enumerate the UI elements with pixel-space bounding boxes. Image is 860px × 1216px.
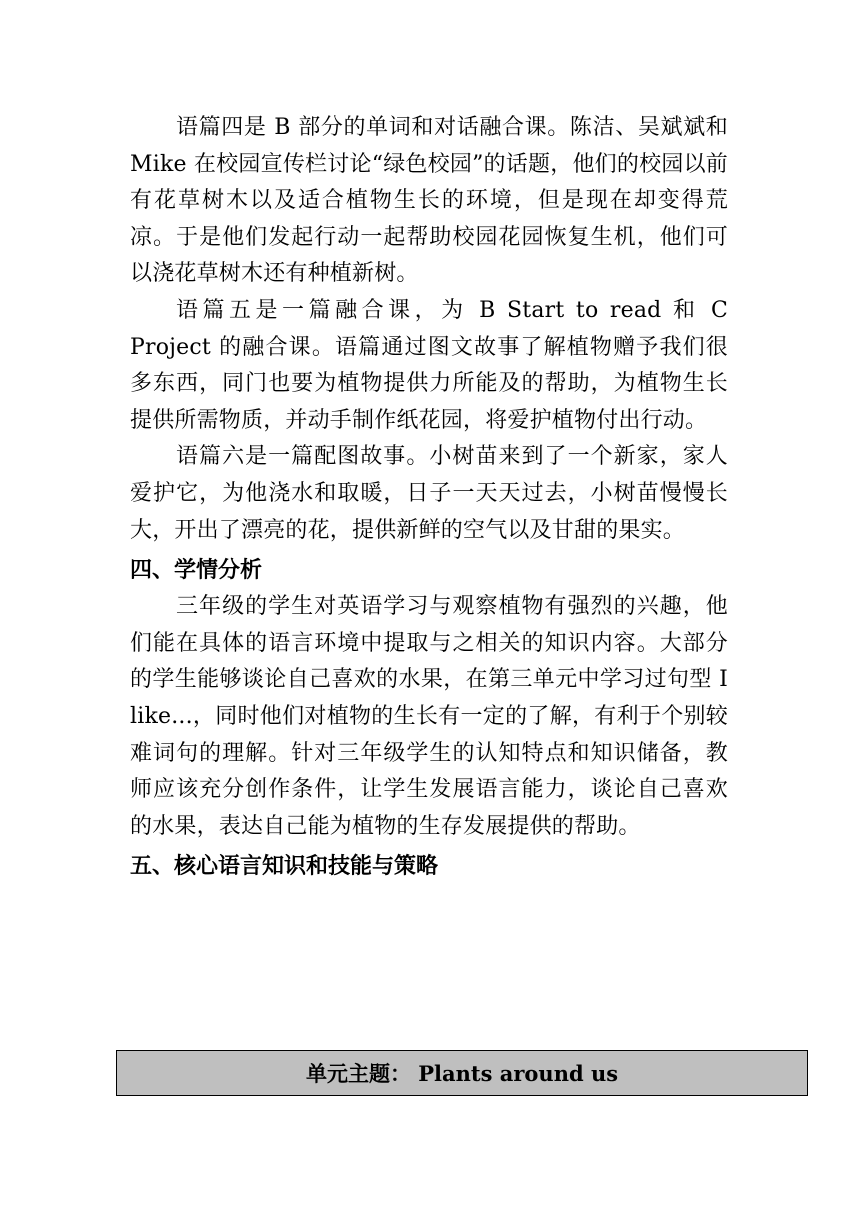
section-heading-student-analysis: 四、学情分析 <box>130 558 263 584</box>
paragraph-text-6: 语篇六是一篇配图故事。小树苗来到了一个新家，家人爱护它，为他浇水和取暖，日子一天天过去，小树苗慢慢长大，开出了漂亮的花，提供新鲜的空气以及甘甜的果实。 <box>130 444 728 543</box>
paragraph-student-analysis: 三年级的学生对英语学习与观察植物有强烈的兴趣，他们能在具体的语言环境中提取与之相关的知识内容。大部分的学生能够谈论自己喜欢的水果，在第三单元中学习过句型 I like...，同时他们对植物的生长有一定的了解，有利于个别较难词句的理解。针对三年级学生的认知特点和知识储备，教师应该充分创作条件，让学生发展语言能力，谈论自己喜欢的水果，表达自己能为植物的生存发展提供的帮助。 <box>130 594 728 839</box>
unit-theme-value: Plants around us <box>418 1061 619 1086</box>
unit-theme-cell <box>117 1051 808 1096</box>
section-heading-core-knowledge: 五、核心语言知识和技能与策略 <box>130 854 439 880</box>
unit-theme-label: 单元主题： <box>305 1062 411 1086</box>
paragraph-text-4: 语篇四是 B 部分的单词和对话融合课。陈洁、吴斌斌和 Mike 在校园宣传栏讨论“绿色校园”的话题，他们的校园以前有花草树木以及适合植物生长的环境，但是现在却变得荒凉。于是他们发起行动一起帮助校园花园恢复生机，他们可以浇花草树木还有种植新树。 <box>130 115 728 287</box>
document-body <box>130 110 728 885</box>
paragraph-text-5: 语篇五是一篇融合课，为 B Start to read 和 C Project 的融合课。语篇通过图文故事了解植物赠予我们很多东西，同门也要为植物提供力所能及的帮助，为植物生长提供所需物质，并动手制作纸花园，将爱护植物付出行动。 <box>130 297 728 433</box>
table-row <box>117 1051 808 1096</box>
unit-theme-table <box>116 1050 808 1096</box>
